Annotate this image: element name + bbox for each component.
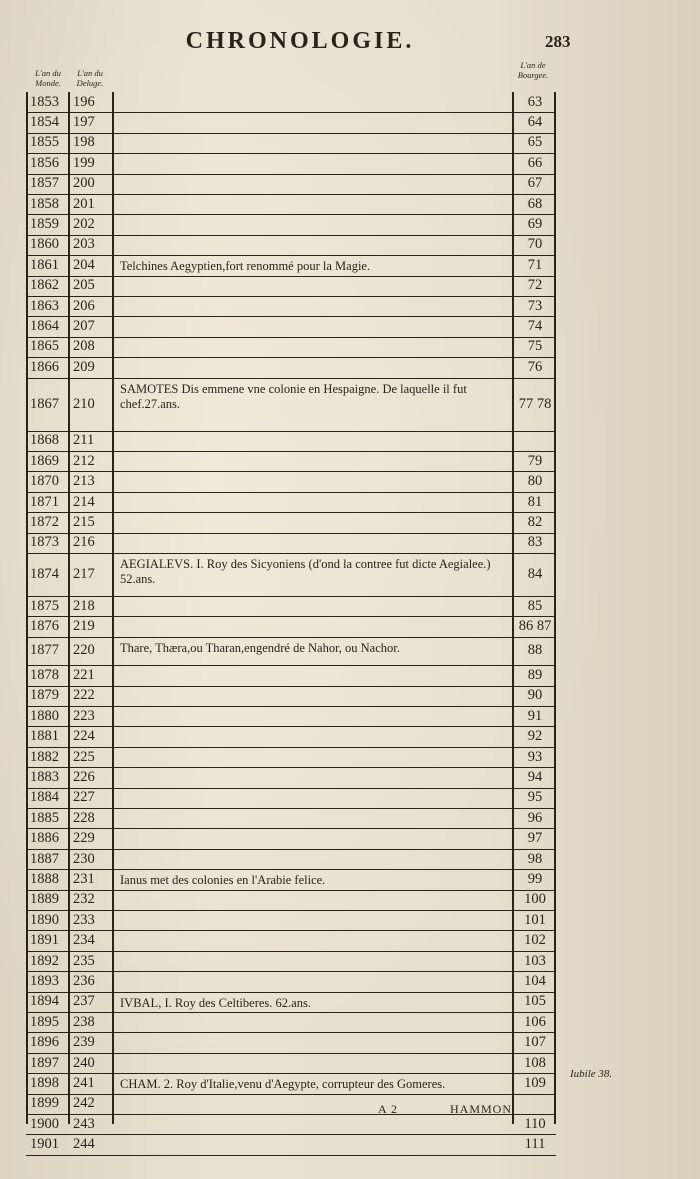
year-bourgee: 86 87 bbox=[518, 617, 552, 634]
year-deluge: 231 bbox=[73, 870, 95, 887]
event-text bbox=[120, 788, 510, 808]
table-row bbox=[26, 431, 556, 452]
table-row bbox=[26, 471, 556, 492]
event-text bbox=[120, 492, 510, 512]
table-row bbox=[26, 214, 556, 235]
year-bourgee: 95 bbox=[527, 789, 543, 806]
year-monde: 1900 bbox=[30, 1115, 59, 1132]
year-deluge: 221 bbox=[73, 666, 95, 683]
table-row bbox=[26, 637, 556, 667]
year-bourgee: 72 bbox=[527, 277, 543, 294]
event-text bbox=[120, 1114, 510, 1134]
year-deluge: 225 bbox=[73, 748, 95, 765]
table-row bbox=[26, 276, 556, 297]
event-text bbox=[120, 971, 510, 991]
year-deluge: 199 bbox=[73, 154, 95, 171]
table-row bbox=[26, 1114, 556, 1135]
year-deluge: 197 bbox=[73, 114, 95, 131]
year-bourgee: 106 bbox=[524, 1013, 546, 1030]
year-monde: 1860 bbox=[30, 236, 59, 253]
year-bourgee: 80 bbox=[527, 473, 543, 490]
year-bourgee bbox=[516, 1094, 554, 1114]
table-row bbox=[26, 112, 556, 133]
event-text: Telchines Aegyptien,fort renommé pour la Magie. bbox=[120, 259, 371, 274]
year-bourgee: 75 bbox=[527, 338, 543, 355]
year-bourgee: 70 bbox=[527, 236, 543, 253]
year-monde: 1894 bbox=[30, 993, 59, 1010]
event-text: Ianus met des colonies en l'Arabie felice. bbox=[120, 873, 326, 888]
event-text bbox=[120, 747, 510, 767]
year-deluge: 207 bbox=[73, 318, 95, 335]
year-monde: 1869 bbox=[30, 452, 59, 469]
year-monde: 1853 bbox=[30, 93, 59, 110]
year-monde: 1874 bbox=[30, 565, 59, 582]
year-bourgee: 79 bbox=[527, 452, 543, 469]
event-text bbox=[120, 174, 510, 194]
table-row bbox=[26, 533, 556, 554]
event-text bbox=[120, 808, 510, 828]
event-text bbox=[120, 686, 510, 706]
year-deluge: 204 bbox=[73, 256, 95, 273]
year-bourgee: 83 bbox=[527, 534, 543, 551]
event-text bbox=[120, 316, 510, 336]
event-text bbox=[120, 533, 510, 553]
year-deluge: 214 bbox=[73, 493, 95, 510]
table-row bbox=[26, 951, 556, 972]
event-text bbox=[120, 235, 510, 255]
year-deluge: 201 bbox=[73, 195, 95, 212]
table-row bbox=[26, 1134, 556, 1155]
year-monde: 1854 bbox=[30, 114, 59, 131]
table-row bbox=[26, 357, 556, 378]
year-bourgee: 105 bbox=[524, 993, 546, 1010]
table-row bbox=[26, 92, 556, 113]
year-deluge: 236 bbox=[73, 972, 95, 989]
year-deluge: 241 bbox=[73, 1074, 95, 1091]
year-monde: 1858 bbox=[30, 195, 59, 212]
year-deluge: 230 bbox=[73, 850, 95, 867]
year-monde: 1899 bbox=[30, 1095, 59, 1112]
year-monde: 1898 bbox=[30, 1074, 59, 1091]
event-text bbox=[120, 471, 510, 491]
page-title: CHRONOLOGIE. bbox=[185, 28, 415, 54]
year-monde: 1892 bbox=[30, 952, 59, 969]
year-monde: 1866 bbox=[30, 358, 59, 375]
event-text bbox=[120, 92, 510, 112]
year-monde: 1895 bbox=[30, 1013, 59, 1030]
year-monde: 1888 bbox=[30, 870, 59, 887]
year-monde: 1873 bbox=[30, 534, 59, 551]
table-row bbox=[26, 767, 556, 788]
year-monde: 1864 bbox=[30, 318, 59, 335]
year-bourgee: 63 bbox=[527, 93, 543, 110]
event-text bbox=[120, 276, 510, 296]
year-bourgee: 89 bbox=[527, 666, 543, 683]
year-deluge: 239 bbox=[73, 1034, 95, 1051]
table-row bbox=[26, 1073, 556, 1094]
year-bourgee: 84 bbox=[527, 565, 543, 582]
year-bourgee: 66 bbox=[527, 154, 543, 171]
event-text: CHAM. 2. Roy d'Italie,venu d'Aegypte, corrupteur des Gomeres. bbox=[120, 1077, 446, 1092]
year-monde: 1870 bbox=[30, 473, 59, 490]
table-row bbox=[26, 1053, 556, 1074]
year-monde: 1856 bbox=[30, 154, 59, 171]
year-deluge: 224 bbox=[73, 728, 95, 745]
event-text bbox=[120, 112, 510, 132]
year-bourgee: 90 bbox=[527, 687, 543, 704]
year-bourgee: 67 bbox=[527, 175, 543, 192]
table-row bbox=[26, 930, 556, 951]
year-bourgee: 85 bbox=[527, 597, 543, 614]
year-deluge: 234 bbox=[73, 932, 95, 949]
year-monde: 1861 bbox=[30, 256, 59, 273]
year-deluge: 240 bbox=[73, 1054, 95, 1071]
year-monde: 1882 bbox=[30, 748, 59, 765]
event-text bbox=[120, 596, 510, 616]
event-text: AEGIALEVS. I. Roy des Sicyoniens (d'ond la contree fut dicte Aegialee.) 52.ans. bbox=[120, 557, 491, 587]
table-row bbox=[26, 296, 556, 317]
table-row bbox=[26, 235, 556, 256]
table-row bbox=[26, 616, 556, 637]
year-deluge: 216 bbox=[73, 534, 95, 551]
event-text bbox=[120, 828, 510, 848]
year-monde: 1871 bbox=[30, 493, 59, 510]
event-text bbox=[120, 133, 510, 153]
year-bourgee: 68 bbox=[527, 195, 543, 212]
page-number: 283 bbox=[545, 32, 571, 51]
table-row bbox=[26, 992, 556, 1013]
year-deluge: 205 bbox=[73, 277, 95, 294]
table-row bbox=[26, 378, 556, 432]
year-monde: 1897 bbox=[30, 1054, 59, 1071]
year-bourgee bbox=[516, 431, 554, 451]
year-monde: 1877 bbox=[30, 642, 59, 659]
margin-note: Iubile 38. bbox=[570, 1068, 613, 1080]
year-bourgee: 92 bbox=[527, 728, 543, 745]
event-text bbox=[120, 1032, 510, 1052]
event-text bbox=[120, 194, 510, 214]
year-bourgee: 98 bbox=[527, 850, 543, 867]
year-deluge: 243 bbox=[73, 1115, 95, 1132]
year-monde: 1887 bbox=[30, 850, 59, 867]
year-deluge: 227 bbox=[73, 789, 95, 806]
year-monde: 1883 bbox=[30, 768, 59, 785]
event-text bbox=[120, 451, 510, 471]
year-deluge: 211 bbox=[73, 432, 95, 449]
event-text bbox=[120, 431, 510, 451]
year-deluge: 210 bbox=[73, 395, 95, 412]
table-row bbox=[26, 726, 556, 747]
year-bourgee: 74 bbox=[527, 318, 543, 335]
year-deluge: 213 bbox=[73, 473, 95, 490]
year-bourgee: 69 bbox=[527, 216, 543, 233]
year-monde: 1890 bbox=[30, 911, 59, 928]
year-monde: 1896 bbox=[30, 1034, 59, 1051]
table-row bbox=[26, 910, 556, 931]
year-bourgee: 108 bbox=[524, 1054, 546, 1071]
year-deluge: 237 bbox=[73, 993, 95, 1010]
event-text bbox=[120, 337, 510, 357]
year-monde: 1884 bbox=[30, 789, 59, 806]
year-bourgee: 76 bbox=[527, 358, 543, 375]
table-row bbox=[26, 890, 556, 911]
year-deluge: 215 bbox=[73, 513, 95, 530]
year-deluge: 242 bbox=[73, 1095, 95, 1112]
year-deluge: 219 bbox=[73, 617, 95, 634]
table-row bbox=[26, 153, 556, 174]
event-text bbox=[120, 706, 510, 726]
year-bourgee: 110 bbox=[524, 1115, 546, 1132]
event-text: IVBAL, I. Roy des Celtiberes. 62.ans. bbox=[120, 995, 311, 1010]
table-row bbox=[26, 512, 556, 533]
year-bourgee: 100 bbox=[524, 891, 546, 908]
event-text bbox=[120, 357, 510, 377]
column-header-bourgee: L'an de Bourgee. bbox=[517, 60, 549, 80]
year-bourgee: 65 bbox=[527, 134, 543, 151]
year-monde: 1885 bbox=[30, 809, 59, 826]
year-bourgee: 91 bbox=[527, 707, 543, 724]
year-deluge: 223 bbox=[73, 707, 95, 724]
year-deluge: 209 bbox=[73, 358, 95, 375]
year-deluge: 238 bbox=[73, 1013, 95, 1030]
column-header-monde: L'an du Monde. bbox=[35, 68, 61, 88]
event-text bbox=[120, 910, 510, 930]
year-bourgee: 111 bbox=[524, 1136, 546, 1153]
event-text: SAMOTES Dis emmene vne colonie en Hespaigne. De laquelle il fut chef.27.ans. bbox=[120, 381, 467, 411]
year-bourgee: 109 bbox=[524, 1074, 546, 1091]
year-deluge: 235 bbox=[73, 952, 95, 969]
event-text bbox=[120, 726, 510, 746]
year-bourgee: 64 bbox=[527, 114, 543, 131]
year-monde: 1867 bbox=[30, 395, 59, 412]
year-bourgee: 99 bbox=[527, 870, 543, 887]
year-bourgee: 103 bbox=[524, 952, 546, 969]
table-row bbox=[26, 849, 556, 870]
year-bourgee: 81 bbox=[527, 493, 543, 510]
table-row bbox=[26, 808, 556, 829]
year-bourgee: 73 bbox=[527, 297, 543, 314]
year-monde: 1886 bbox=[30, 830, 59, 847]
year-bourgee: 102 bbox=[524, 932, 546, 949]
table-row bbox=[26, 686, 556, 707]
table-row bbox=[26, 747, 556, 768]
event-text bbox=[120, 849, 510, 869]
year-deluge: 218 bbox=[73, 597, 95, 614]
year-deluge: 200 bbox=[73, 175, 95, 192]
year-monde: 1891 bbox=[30, 932, 59, 949]
column-header-deluge: L'an du Deluge. bbox=[76, 68, 104, 88]
year-monde: 1865 bbox=[30, 338, 59, 355]
event-text bbox=[120, 296, 510, 316]
year-deluge: 220 bbox=[73, 642, 95, 659]
year-bourgee: 94 bbox=[527, 768, 543, 785]
table-row bbox=[26, 1012, 556, 1033]
table-row bbox=[26, 665, 556, 686]
event-text bbox=[120, 665, 510, 685]
table-row bbox=[26, 451, 556, 472]
table-row bbox=[26, 194, 556, 215]
table-row bbox=[26, 869, 556, 890]
year-deluge: 202 bbox=[73, 216, 95, 233]
table-row bbox=[26, 174, 556, 195]
event-text bbox=[120, 153, 510, 173]
year-deluge: 226 bbox=[73, 768, 95, 785]
year-monde: 1875 bbox=[30, 597, 59, 614]
event-text bbox=[120, 214, 510, 234]
event-text bbox=[120, 951, 510, 971]
year-monde: 1859 bbox=[30, 216, 59, 233]
table-row bbox=[26, 596, 556, 617]
year-monde: 1901 bbox=[30, 1136, 59, 1153]
table-row bbox=[26, 788, 556, 809]
year-deluge: 233 bbox=[73, 911, 95, 928]
year-monde: 1863 bbox=[30, 297, 59, 314]
year-deluge: 244 bbox=[73, 1136, 95, 1153]
event-text bbox=[120, 1134, 510, 1154]
event-text bbox=[120, 890, 510, 910]
table-row bbox=[26, 492, 556, 513]
table-row bbox=[26, 316, 556, 337]
event-text: Thare, Thæra,ou Tharan,engendré de Nahor, ou Nachor. bbox=[120, 640, 400, 655]
year-deluge: 206 bbox=[73, 297, 95, 314]
event-text bbox=[120, 1053, 510, 1073]
year-deluge: 222 bbox=[73, 687, 95, 704]
event-text bbox=[120, 930, 510, 950]
table-row bbox=[26, 553, 556, 597]
signature-mark: A 2 bbox=[378, 1102, 399, 1116]
year-bourgee: 88 bbox=[527, 642, 543, 659]
table-row bbox=[26, 828, 556, 849]
year-bourgee: 107 bbox=[524, 1034, 546, 1051]
year-bourgee: 71 bbox=[527, 256, 543, 273]
year-bourgee: 96 bbox=[527, 809, 543, 826]
table-row bbox=[26, 706, 556, 727]
table-row bbox=[26, 133, 556, 154]
table-row bbox=[26, 255, 556, 276]
year-monde: 1893 bbox=[30, 972, 59, 989]
year-deluge: 196 bbox=[73, 93, 95, 110]
year-monde: 1855 bbox=[30, 134, 59, 151]
year-monde: 1881 bbox=[30, 728, 59, 745]
event-text bbox=[120, 512, 510, 532]
year-bourgee: 77 78 bbox=[518, 395, 552, 412]
year-deluge: 217 bbox=[73, 565, 95, 582]
year-monde: 1880 bbox=[30, 707, 59, 724]
year-deluge: 232 bbox=[73, 891, 95, 908]
year-monde: 1878 bbox=[30, 666, 59, 683]
catchword: HAMMON bbox=[450, 1102, 513, 1116]
year-deluge: 228 bbox=[73, 809, 95, 826]
year-bourgee: 101 bbox=[524, 911, 546, 928]
table-row bbox=[26, 971, 556, 992]
year-bourgee: 97 bbox=[527, 830, 543, 847]
event-text bbox=[120, 616, 510, 636]
event-text bbox=[120, 767, 510, 787]
year-bourgee: 82 bbox=[527, 513, 543, 530]
year-bourgee: 93 bbox=[527, 748, 543, 765]
year-monde: 1879 bbox=[30, 687, 59, 704]
year-deluge: 212 bbox=[73, 452, 95, 469]
year-monde: 1872 bbox=[30, 513, 59, 530]
year-monde: 1868 bbox=[30, 432, 59, 449]
year-deluge: 229 bbox=[73, 830, 95, 847]
table-row bbox=[26, 337, 556, 358]
year-deluge: 208 bbox=[73, 338, 95, 355]
event-text bbox=[120, 1012, 510, 1032]
year-deluge: 198 bbox=[73, 134, 95, 151]
year-monde: 1862 bbox=[30, 277, 59, 294]
table-row bbox=[26, 1032, 556, 1053]
year-monde: 1857 bbox=[30, 175, 59, 192]
year-monde: 1889 bbox=[30, 891, 59, 908]
year-monde: 1876 bbox=[30, 617, 59, 634]
year-deluge: 203 bbox=[73, 236, 95, 253]
chronology-table bbox=[26, 92, 556, 1153]
year-bourgee: 104 bbox=[524, 972, 546, 989]
